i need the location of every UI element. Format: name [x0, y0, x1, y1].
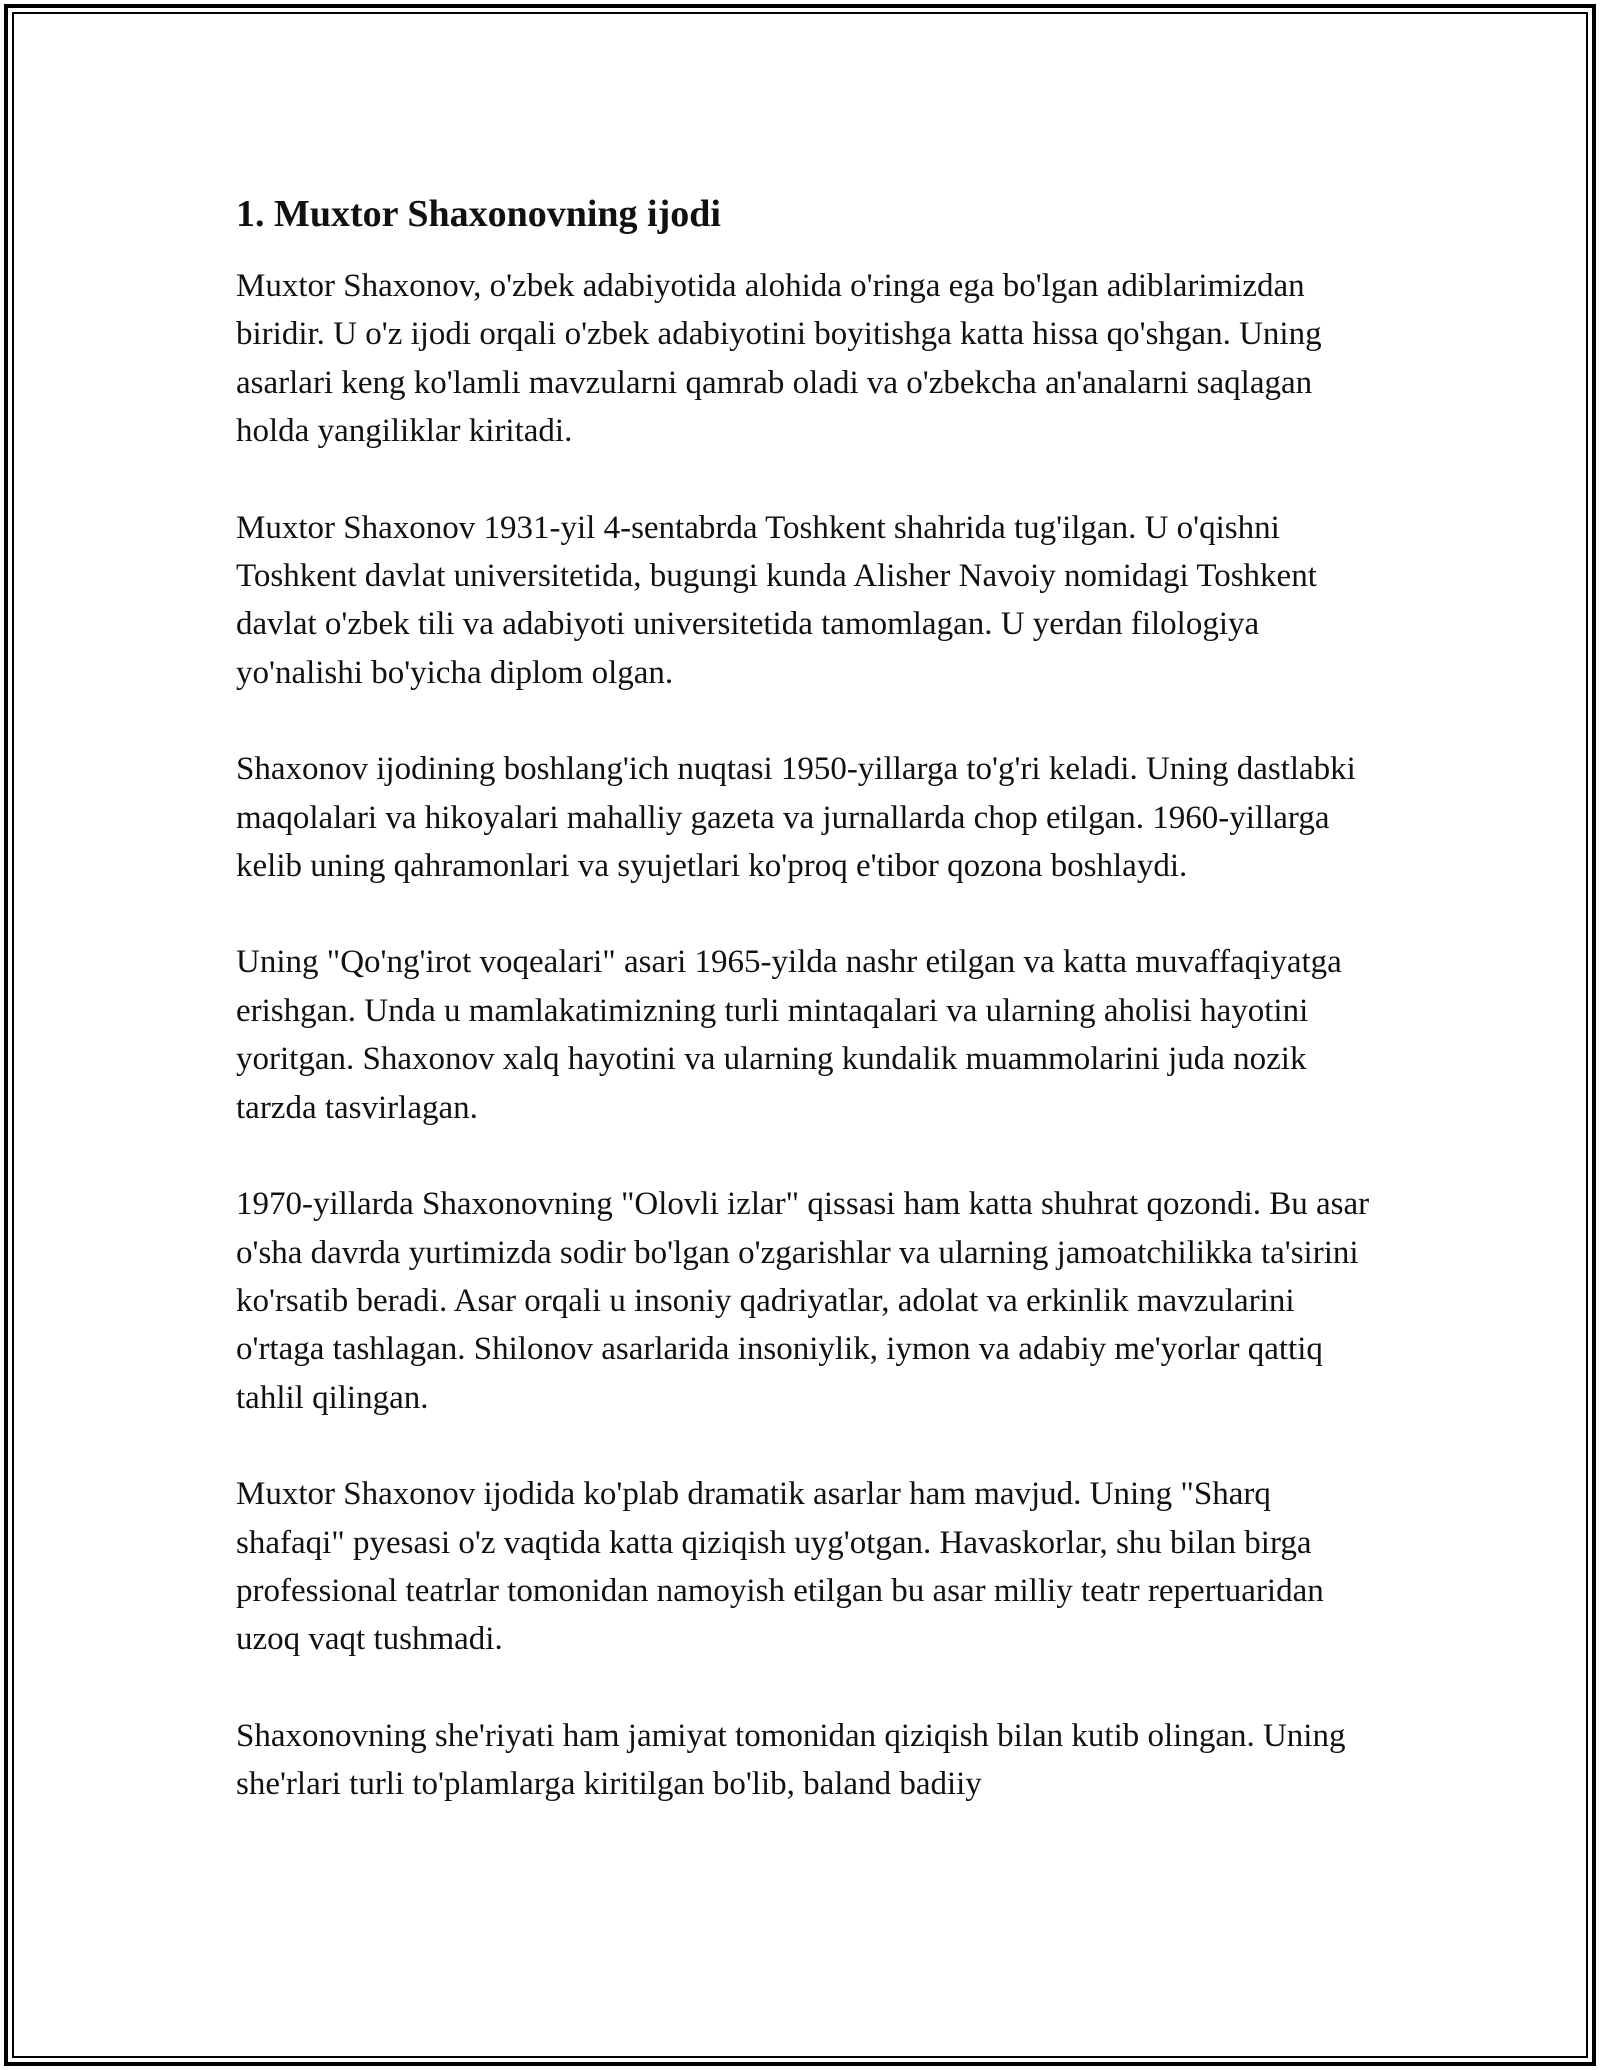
section-heading: 1. Muxtor Shaxonovning ijodi: [236, 193, 721, 235]
paragraph-6: Muxtor Shaxonov ijodida ko'plab dramatik asarlar ham mavjud. Uning "Sharq shafaqi" pyesasi o'z vaqtida katta qiziqish uyg'otgan. Havaskorlar, shu bilan birga professional teatrlar tomonidan namoyish etilgan bu asar milliy teatr repertuaridan uzoq vaqt tushmadi.: [236, 1476, 1324, 1658]
paragraph-7: Shaxonovning she'riyati ham jamiyat tomonidan qiziqish bilan kutib olingan. Uning she'rlari turli to'plamlarga kiritilgan bo'lib, baland badiiy: [236, 1717, 1346, 1803]
paragraph-4: Uning "Qo'ng'irot voqealari" asari 1965-yilda nashr etilgan va katta muvaffaqiyatga erishgan. Unda u mamlakatimizning turli mintaqalari va ularning aholisi hayotini yoritgan. Shaxonov xalq hayotini va ularning kundalik muammolarini juda nozik tarzda tasvirlagan.: [236, 944, 1342, 1126]
document-body: [236, 188, 1376, 1857]
paragraph-3: Shaxonov ijodining boshlang'ich nuqtasi 1950-yillarga to'g'ri keladi. Uning dastlabki maqolalari va hikoyalari mahalliy gazeta va jurnallarda chop etilgan. 1960-yillarga kelib uning qahramonlari va syujetlari ko'proq e'tibor qozona boshlaydi.: [236, 751, 1356, 885]
paragraph-2: Muxtor Shaxonov 1931-yil 4-sentabrda Toshkent shahrida tug'ilgan. U o'qishni Toshkent davlat universitetida, bugungi kunda Alisher Navoiy nomidagi Toshkent davlat o'zbek tili va adabiyoti universitetida tamomlagan. U yerdan filologiya yo'nalishi bo'yicha diplom olgan.: [236, 509, 1317, 691]
paragraph-5: 1970-yillarda Shaxonovning "Olovli izlar" qissasi ham katta shuhrat qozondi. Bu asar o'sha davrda yurtimizda sodir bo'lgan o'zgarishlar va ularning jamoatchilikka ta'sirini ko'rsatib beradi. Asar orqali u insoniy qadriyatlar, adolat va erkinlik mavzularini o'rtaga tashlagan. Shilonov asarlarida insoniylik, iymon va adabiy me'yorlar qattiq tahlil qilingan.: [236, 1186, 1370, 1416]
paragraph-1: Muxtor Shaxonov, o'zbek adabiyotida alohida o'ringa ega bo'lgan adiblarimizdan biridir. U o'z ijodi orqali o'zbek adabiyotini boyitishga katta hissa qo'shgan. Uning asarlari keng ko'lamli mavzularni qamrab oladi va o'zbekcha an'analarni saqlagan holda yangiliklar kiritadi.: [236, 268, 1322, 450]
